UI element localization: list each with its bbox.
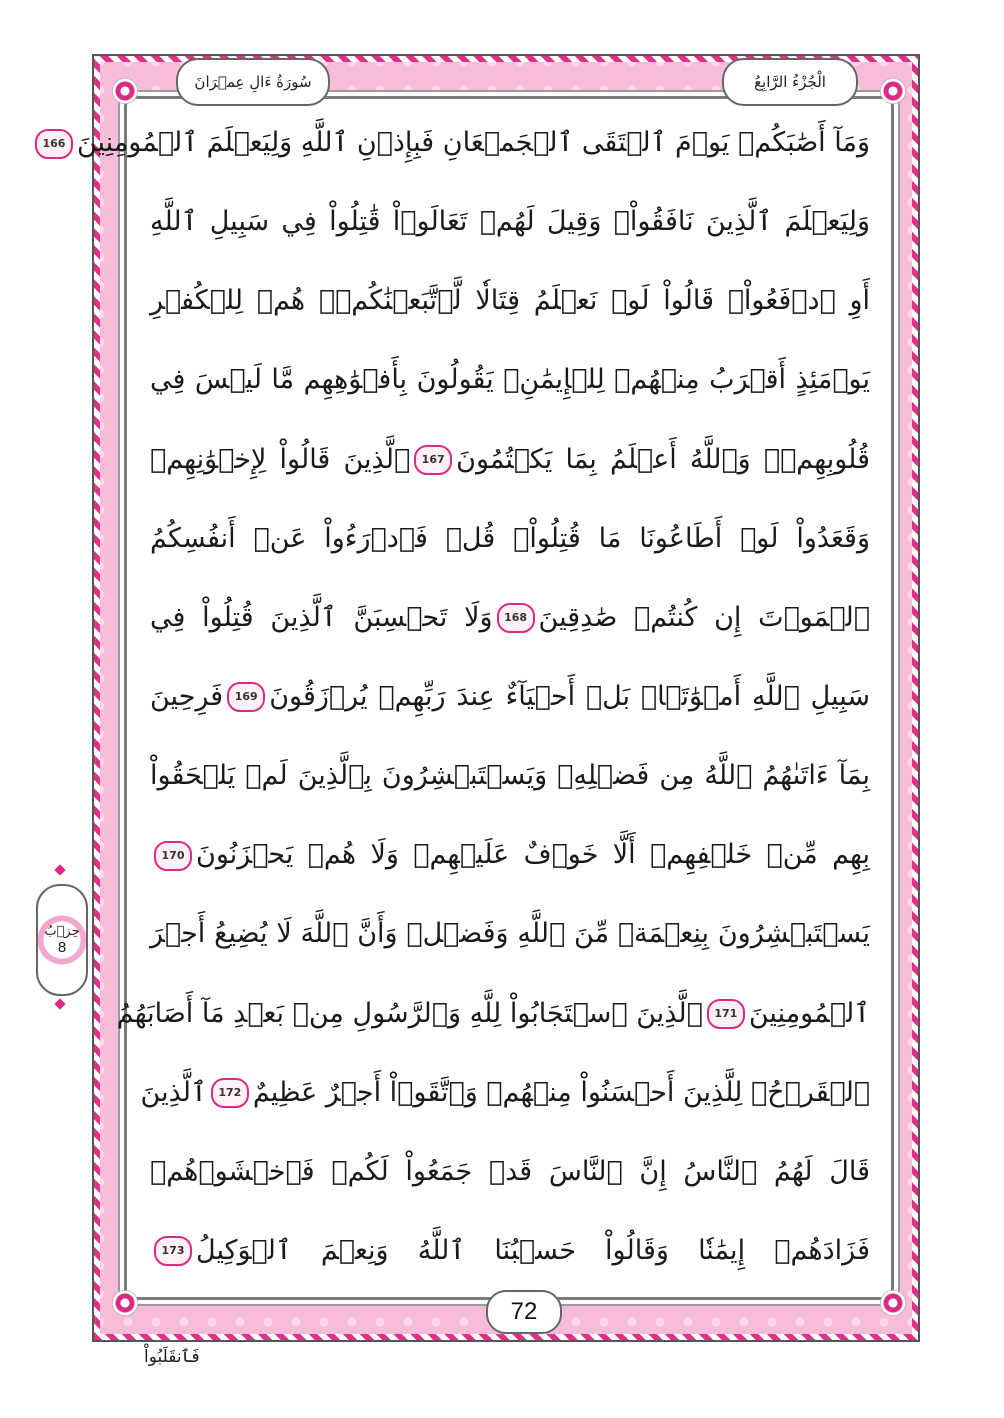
text-line: يَوۡمَئِذٍ أَقۡرَبُ مِنۡهُمۡ لِلۡإِيمَٰنِۚ يَقُولُونَ بِأَفۡوَٰهِهِم مَّا لَيۡسَ فِي xyxy=(150,364,870,396)
text-line: وَقَعَدُواْ لَوۡ أَطَاعُونَا مَا قُتِلُواْۗ قُلۡ فَٱدۡرَءُواْ عَنۡ أَنفُسِكُمُ xyxy=(150,522,870,554)
text-line: ٱلۡقَرۡحُۚ لِلَّذِينَ أَحۡسَنُواْ مِنۡهُمۡ وَٱتَّقَوۡاْ أَجۡرٌ عَظِيمٌ172ٱلَّذِينَ xyxy=(140,1076,870,1108)
ayah-number-marker: 167 xyxy=(414,445,452,475)
ayah-number-marker: 173 xyxy=(154,1236,192,1266)
corner-ornament-bottom-right xyxy=(880,1290,906,1316)
text-line: وَمَآ أَصَٰبَكُمۡ يَوۡمَ ٱلۡتَقَى ٱلۡجَمۡعَانِ فَبِإِذۡنِ ٱللَّهِ وَلِيَعۡلَمَ ٱلۡمُومِنِينَ166 xyxy=(150,112,870,174)
corner-ornament-bottom-left xyxy=(112,1290,138,1316)
hizb-medallion xyxy=(36,884,88,996)
surah-name-text: سُورَةُ ءَالِ عِمۡرَانَ xyxy=(194,73,312,91)
ayah-number-marker: 172 xyxy=(211,1078,249,1108)
text-line: ٱلۡمَوۡتَ إِن كُنتُمۡ صَٰدِقِينَ168وَلَا تَحۡسِبَنَّ ٱلَّذِينَ قُتِلُواْ فِي xyxy=(150,601,870,633)
corner-ornament-top-right xyxy=(880,78,906,104)
hizb-bottom-ornament xyxy=(54,998,65,1009)
ayah-number-marker: 170 xyxy=(154,841,192,871)
hizb-label: حِزۡبُ xyxy=(44,924,80,939)
ayah-number-marker: 166 xyxy=(35,129,73,159)
text-line: سَبِيلِ ٱللَّهِ أَمۡوَٰتَۢاۚ بَلۡ أَحۡيَآءٌ عِندَ رَبِّهِمۡ يُرۡزَقُونَ169فَرِحِينَ xyxy=(150,680,870,712)
text-line: بِهِم مِّنۡ خَلۡفِهِمۡ أَلَّا خَوۡفٌ عَلَيۡهِمۡ وَلَا هُمۡ يَحۡزَنُونَ170 xyxy=(150,824,870,886)
surah-name-label xyxy=(176,58,330,106)
ayah-number-marker: 171 xyxy=(707,999,745,1029)
text-line: بِمَآ ءَاتَىٰهُمُ ٱللَّهُ مِن فَضۡلِهِۦ وَيَسۡتَبۡشِرُونَ بِٱلَّذِينَ لَمۡ يَلۡحَقُواْ xyxy=(150,760,870,792)
text-line: قُلُوبِهِمۡۚ وَٱللَّهُ أَعۡلَمُ بِمَا يَكۡتُمُونَ167ٱلَّذِينَ قَالُواْ لِإِخۡوَٰنِهِمۡ xyxy=(150,443,871,475)
text-line: ٱلۡمُومِنِينَ171ٱلَّذِينَ ٱسۡتَجَابُواْ لِلَّهِ وَٱلرَّسُولِ مِنۢ بَعۡدِ مَآ أَصَابَهُمُ xyxy=(116,997,870,1029)
text-line: قَالَ لَهُمُ ٱلنَّاسُ إِنَّ ٱلنَّاسَ قَدۡ جَمَعُواْ لَكُمۡ فَٱخۡشَوۡهُمۡ xyxy=(150,1155,870,1187)
hizb-number: 8 xyxy=(57,939,67,956)
catchword-text: فَٱنقَلَبُواْ xyxy=(144,1347,200,1367)
ayah-number-marker: 169 xyxy=(227,682,265,712)
page-number-text: 72 xyxy=(510,1298,538,1325)
catchword xyxy=(144,1346,200,1386)
juz-label-text: الْجُزْءُ الرَّابِعُ xyxy=(754,73,826,91)
page-number xyxy=(486,1290,562,1334)
text-line: وَلِيَعۡلَمَ ٱلَّذِينَ نَافَقُواْۚ وَقِيلَ لَهُمۡ تَعَالَوۡاْ قَٰتِلُواْ فِي سَبِيلِ ٱللَّهِ xyxy=(150,206,870,238)
hizb-top-ornament xyxy=(54,864,65,875)
ayah-number-marker: 168 xyxy=(497,603,535,633)
text-line: فَزَادَهُمۡ إِيمَٰنٗا وَقَالُواْ حَسۡبُنَا ٱللَّهُ وَنِعۡمَ ٱلۡوَكِيلُ173 xyxy=(150,1220,870,1282)
juz-label xyxy=(722,58,858,106)
hizb-marker xyxy=(30,862,94,1012)
corner-ornament-top-left xyxy=(112,78,138,104)
text-line: أَوِ ٱدۡفَعُواْۖ قَالُواْ لَوۡ نَعۡلَمُ قِتَالٗا لَّٱتَّبَعۡنَٰكُمۡۗ هُمۡ لِلۡكُفۡرِ xyxy=(150,285,870,317)
text-line: يَسۡتَبۡشِرُونَ بِنِعۡمَةٖ مِّنَ ٱللَّهِ وَفَضۡلٖ وَأَنَّ ٱللَّهَ لَا يُضِيعُ أَجۡرَ xyxy=(150,918,870,950)
